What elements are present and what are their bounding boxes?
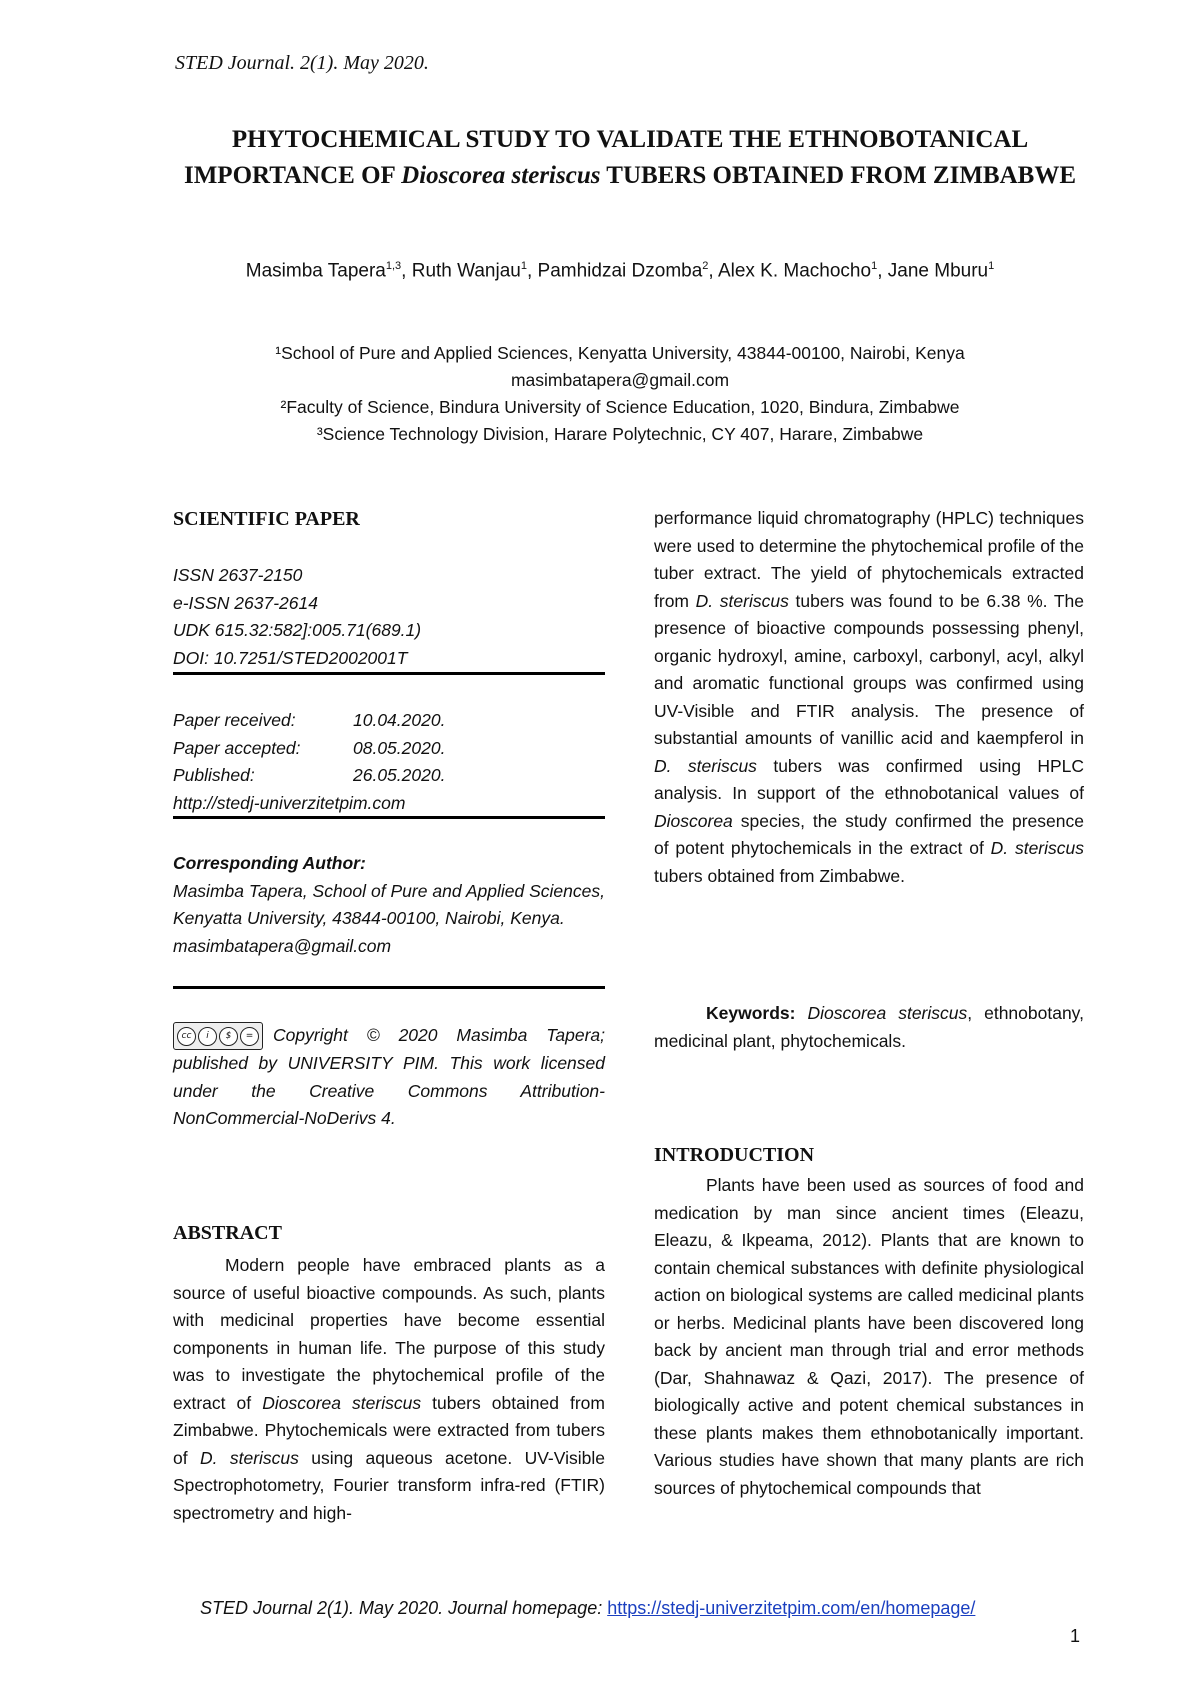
eissn: e-ISSN 2637-2614 [173,592,318,613]
affiliation-2: ²Faculty of Science, Bindura University of Science Education, 1020, Bindura, Zimbabwe [280,397,960,417]
author-name: Jane Mburu [887,260,989,282]
paper-type: SCIENTIFIC PAPER [173,508,360,530]
keywords-label: Keywords: [706,1003,796,1023]
corresponding-label: Corresponding Author: [173,853,366,873]
corresponding-text: Masimba Tapera, School of Pure and Applied Sciences, Kenyatta University, 43844-00100, Nairobi, Kenya. [173,880,605,928]
author-name: Masimba Tapera [245,260,386,282]
author-list: Masimba Tapera$^{1,3}$, Ruth Wanjau$^1$, Pamhidzai Dzomba$^2$, Alex K. Machocho$^1$, Jane Mburu$^1$ [245,260,995,282]
accepted-date: 08.05.2020. [353,737,446,758]
divider [173,986,605,989]
homepage-link[interactable]: https://stedj-univerzitetpim.com/en/homepage/ [607,1598,976,1618]
footer: STED Journal 2(1). May 2020. Journal homepage: https://stedj-univerzitetpim.com/en/homepage/ [200,1598,976,1618]
corresponding-email: masimbatapera@gmail.com [173,935,392,956]
author-name: Alex K. Machocho [717,260,872,282]
abstract-text-1: Modern people have embraced plants as a source of useful bioactive compounds. As such, plants with medicinal properties have become essential components in human life. The purpose of this study was to investigate the phytochemical profile of the extract of Dioscorea steriscus tubers obtained from Zimbabwe. Phytochemicals were extracted from tubers of D. steriscus using aqueous acetone. UV-Visible Spectrophotometry, Fourier transform infra-red (FTIR) spectrometry and high- [173,1255,605,1523]
page-number: 1 [1070,1626,1081,1646]
journal-url[interactable]: http://stedj-univerzitetpim.com [173,792,406,813]
udk: UDK 615.32:582]:005.71(689.1) [173,620,422,640]
keywords: Keywords: Dioscorea steriscus, ethnobotany, medicinal plant, phytochemicals. [654,1003,1084,1051]
introduction-heading: INTRODUCTION [654,1144,815,1166]
received-date: 10.04.2020. [353,710,446,730]
issn: ISSN 2637-2150 [173,565,303,585]
license-block [173,1022,605,1133]
introduction-text: Plants have been used as sources of food and medication by man since ancient times (Eleazu, Eleazu, & Ikpeama, 2012). Plants that are known to contain chemical substances with definite physiological action on biological systems are called medicinal plants or herbs. Medicinal plants have been discovered long back by ancient man through trial and error methods (Dar, Shahnawaz & Qazi, 2017). The presence of biologically active and potent chemical substances in these plants makes them ethnobotanically important. Various studies have shown that many plants are rich sources of phytochemical compounds that [654,1175,1084,1498]
identifiers [173,562,605,672]
license-text: Copyright © 2020 Masimba Tapera; published by UNIVERSITY PIM. This work licensed under the Creative Commons Attribution-NonCommercial-NoDerivs 4. [173,1025,605,1129]
published-date: 26.05.2020. [353,765,446,785]
author-name: Ruth Wanjau [411,260,521,282]
affiliation-1: ¹School of Pure and Applied Sciences, Kenyatta University, 43844-00100, Nairobi, Kenya [275,343,965,363]
dates-block: Paper received: 10.04.2020. Paper accepted: 08.05.2020. Published: 26.05.2020. http://stedj-univerzitetpim.com [173,707,605,817]
title-species: Dioscorea steriscus [401,162,601,189]
author-name: Pamhidzai Dzomba [537,260,703,282]
divider [173,672,605,675]
paper-title: PHYTOCHEMICAL STUDY TO VALIDATE THE ETHNOBOTANICAL IMPORTANCE OF Dioscorea steriscus TUBERS OBTAINED FROM ZIMBABWE [183,126,1077,189]
abstract-text-2: performance liquid chromatography (HPLC) techniques were used to determine the phytochemical profile of the tuber extract. The yield of phytochemicals extracted from D. steriscus tubers was found to be 6.38 %. The presence of bioactive compounds possessing phenyl, organic hydroxyl, amine, carboxyl, carbonyl, acyl, alkyl and aromatic functional groups was confirmed using UV-Visible and FTIR analysis. The presence of substantial amounts of vanillic acid and kaempferol in D. steriscus tubers was confirmed using HPLC analysis. In support of the ethnobotanical values of Dioscorea species, the study confirmed the presence of potent phytochemicals in the extract of D. steriscus tubers obtained from Zimbabwe. [654,508,1085,886]
affiliations [160,340,1080,448]
divider [173,816,605,819]
affiliation-email: masimbatapera@gmail.com [510,370,730,390]
cc-license-badge: cc i $ = [173,1022,263,1050]
corresponding-block [173,850,605,960]
affiliation-3: ³Science Technology Division, Harare Polytechnic, CY 407, Harare, Zimbabwe [316,424,924,444]
doi: DOI: 10.7251/STED2002001T [173,647,408,668]
abstract-heading: ABSTRACT [173,1222,282,1244]
running-header: STED Journal. 2(1). May 2020. [175,52,429,74]
